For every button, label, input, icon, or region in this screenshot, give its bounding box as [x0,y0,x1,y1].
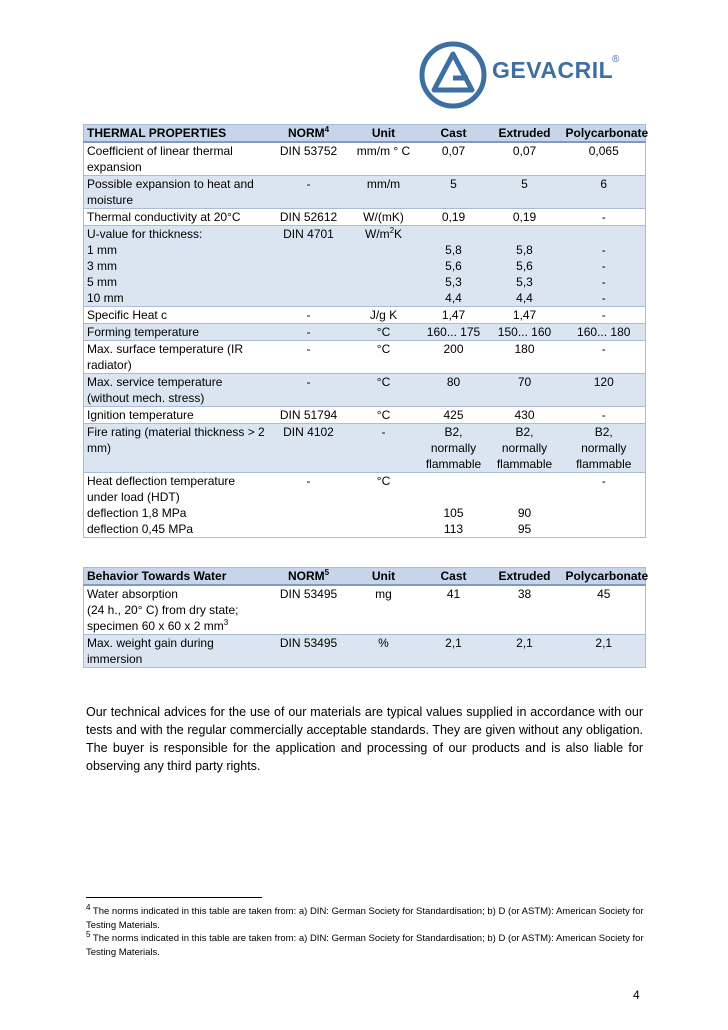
table-row [84,324,646,341]
table-row [84,209,646,226]
norm-cell: DIN 53752 [271,142,347,176]
polycarbonate-cell: 160... 180 [563,324,646,341]
norm-cell: DIN 4102 [271,424,347,473]
gevacril-logo-icon [418,40,488,110]
header-norm: NORM$^5$ [271,568,347,586]
unit-cell: °C [347,374,421,407]
polycarbonate-cell: - [563,307,646,324]
water-behavior-table [83,567,649,668]
table-row [84,226,646,307]
polycarbonate-cell: - - - - [563,226,646,307]
extruded-cell: 2,1 [487,635,563,668]
company-logo [418,40,628,110]
table-row [84,341,646,374]
header-extruded: Extruded [487,568,563,586]
table-row [84,176,646,209]
property-cell: Thermal conductivity at 20°C [84,209,271,226]
polycarbonate-cell: 2,1 [563,635,646,668]
property-cell: Max. surface temperature (IR radiator) [84,341,271,374]
header-cast: Cast [421,568,487,586]
unit-cell: °C [347,324,421,341]
polycarbonate-cell: 120 [563,374,646,407]
extruded-cell: 5,8 5,6 5,3 4,4 [487,226,563,307]
norm-cell: DIN 51794 [271,407,347,424]
extruded-cell: 180 [487,341,563,374]
extruded-cell: 0,19 [487,209,563,226]
header-extruded: Extruded [487,125,563,143]
cast-cell: 41 [421,585,487,635]
cast-cell: 80 [421,374,487,407]
cast-cell: B2, normally flammable [421,424,487,473]
extruded-cell: B2, normally flammable [487,424,563,473]
norm-cell: DIN 53495 [271,635,347,668]
table-header-row [84,568,646,586]
unit-cell: °C [347,473,421,538]
property-cell: U-value for thickness: 1 mm 3 mm 5 mm 10 mm [84,226,271,307]
unit-cell: J/g K [347,307,421,324]
property-cell: Ignition temperature [84,407,271,424]
table-row [84,307,646,324]
header-unit: Unit [347,125,421,143]
header-polycarbonate: Polycarbonate [563,568,646,586]
polycarbonate-cell: 45 [563,585,646,635]
footnote-separator [86,897,262,898]
property-cell: Forming temperature [84,324,271,341]
extruded-cell: 70 [487,374,563,407]
extruded-cell: 0,07 [487,142,563,176]
cast-cell: 425 [421,407,487,424]
cast-cell: 105 113 [421,473,487,538]
extruded-cell: 150... 160 [487,324,563,341]
unit-cell: mg [347,585,421,635]
polycarbonate-cell: B2, normally flammable [563,424,646,473]
technical-advice-paragraph: Our technical advices for the use of our materials are typical values supplied in accordance with our tests and with the regular commercially acceptable standards. They are given without any obligation. The buyer is responsible for the application and processing of our products and is also liable for observing any third party rights. [86,705,643,773]
cast-cell: 0,07 [421,142,487,176]
property-cell: Coefficient of linear thermal expansion [84,142,271,176]
table-row [84,142,646,176]
cast-cell: 0,19 [421,209,487,226]
cast-cell: 200 [421,341,487,374]
thermal-properties-table [83,124,649,538]
norm-cell: - [271,324,347,341]
norm-cell: - [271,307,347,324]
cast-cell: 160... 175 [421,324,487,341]
header-cast: Cast [421,125,487,143]
extruded-cell: 1,47 [487,307,563,324]
unit-cell: mm/m ° C [347,142,421,176]
polycarbonate-cell: - [563,341,646,374]
table-row [84,473,646,538]
property-cell: Specific Heat c [84,307,271,324]
unit-cell: $W/m^2K$ [347,226,421,307]
polycarbonate-cell: - [563,209,646,226]
header-property: Behavior Towards Water [84,568,271,586]
extruded-cell: 5 [487,176,563,209]
table-row [84,407,646,424]
norm-cell: DIN 52612 [271,209,347,226]
header-unit: Unit [347,568,421,586]
unit-cell: °C [347,341,421,374]
page-number: 4 [633,988,640,1002]
header-property: THERMAL PROPERTIES [84,125,271,143]
polycarbonate-cell: - [563,473,646,538]
norm-cell: - [271,341,347,374]
registered-mark: ® [612,54,620,65]
property-cell: Heat deflection temperature under load (HDT) deflection 1,8 MPa deflection 0,45 MPa [84,473,271,538]
polycarbonate-cell: - [563,407,646,424]
table-row [84,424,646,473]
norm-cell: - [271,374,347,407]
unit-cell: - [347,424,421,473]
property-cell: Max. service temperature (without mech. stress) [84,374,271,407]
property-cell: Fire rating (material thickness > 2 mm) [84,424,271,473]
unit-cell: °C [347,407,421,424]
norm-cell: - [271,176,347,209]
header-polycarbonate: Polycarbonate [563,125,646,143]
table-row [84,585,646,635]
cast-cell: 5,8 5,6 5,3 4,4 [421,226,487,307]
extruded-cell: 38 [487,585,563,635]
extruded-cell: 430 [487,407,563,424]
extruded-cell: 90 95 [487,473,563,538]
header-norm: NORM$^4$ [271,125,347,143]
table-row [84,374,646,407]
brand-name: GEVACRIL [492,57,614,83]
footnote-4: $^4$ The norms indicated in this table are taken from: a) DIN: German Society for Standardisation; b) D (or ASTM): American Society for Testing Materials. [86,902,644,931]
table-row [84,635,646,668]
norm-cell: DIN 4701 [271,226,347,307]
property-cell: Water absorption (24 h., 20° C) from dry state; specimen 60 x 60 x 2 $mm^3$ [84,585,271,635]
unit-cell: mm/m [347,176,421,209]
cast-cell: 5 [421,176,487,209]
cast-cell: 1,47 [421,307,487,324]
property-cell: Possible expansion to heat and moisture [84,176,271,209]
cast-cell: 2,1 [421,635,487,668]
table-header-row [84,125,646,143]
polycarbonate-cell: 6 [563,176,646,209]
polycarbonate-cell: 0,065 [563,142,646,176]
norm-cell: DIN 53495 [271,585,347,635]
unit-cell: W/(mK) [347,209,421,226]
footnote-5: $^5$ The norms indicated in this table are taken from: a) DIN: German Society for Standardisation; b) D (or ASTM): American Society for Testing Materials. [86,929,644,958]
unit-cell: % [347,635,421,668]
property-cell: Max. weight gain during immersion [84,635,271,668]
norm-cell: - [271,473,347,538]
